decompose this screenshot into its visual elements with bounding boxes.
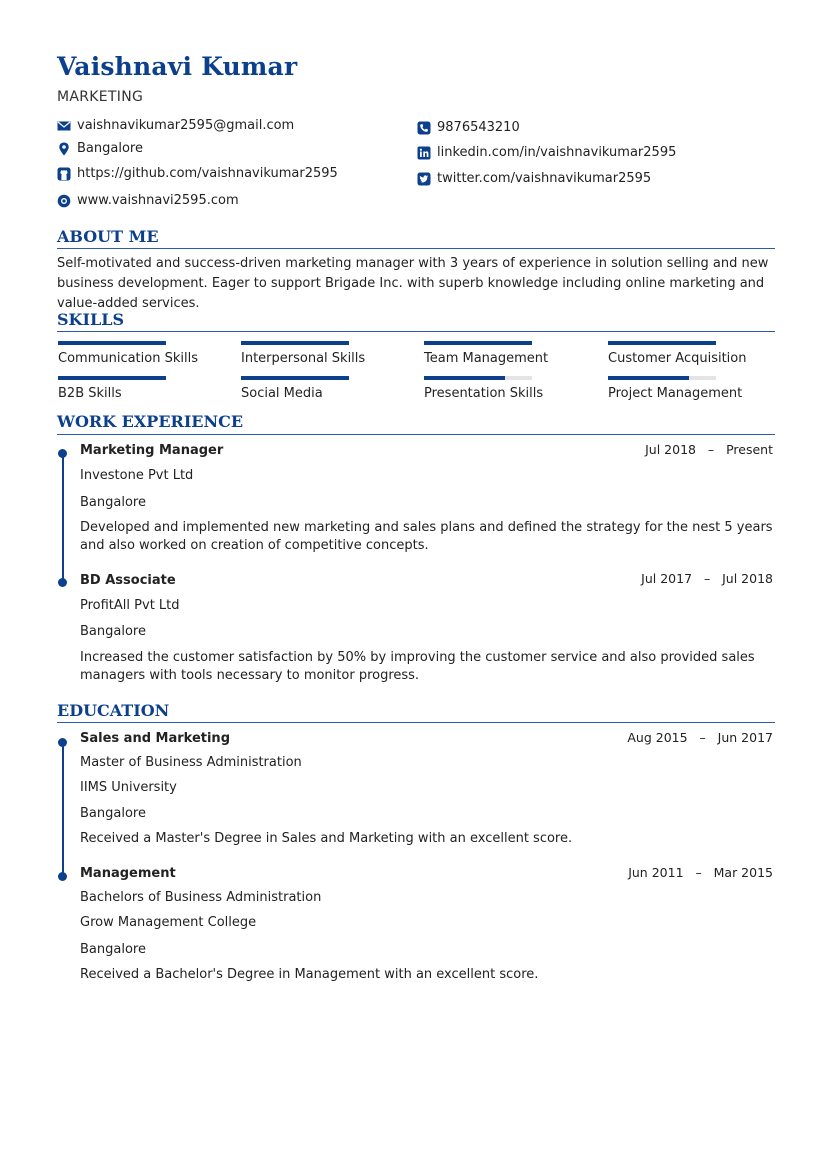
- email-icon: [57, 119, 71, 133]
- skill-level-fill: [424, 376, 505, 380]
- about-section-title: ABOUT ME: [57, 227, 159, 246]
- job-end-date: Jul 2018: [722, 571, 773, 586]
- education-divider: [57, 722, 775, 723]
- education-title: Sales and Marketing: [80, 731, 230, 746]
- skill-level-fill: [58, 341, 166, 345]
- skill-item: [608, 341, 773, 366]
- job-location: Bangalore: [80, 495, 146, 510]
- education-timeline: [62, 740, 64, 876]
- education-start-date: Jun 2011: [628, 865, 684, 880]
- timeline-dot: [58, 738, 67, 747]
- contact-website[interactable]: [57, 193, 239, 208]
- skill-label: Social Media: [241, 386, 323, 401]
- skill-item: [241, 341, 406, 366]
- globe-icon: [57, 194, 71, 208]
- timeline-dot: [58, 578, 67, 587]
- contact-github-text[interactable]: https://github.com/vaishnavikumar2595: [77, 166, 338, 181]
- contact-twitter-text[interactable]: twitter.com/vaishnavikumar2595: [437, 171, 652, 186]
- job-location: Bangalore: [80, 624, 146, 639]
- education-degree: Master of Business Administration: [80, 755, 302, 770]
- job-start-date: Jul 2018: [645, 442, 696, 457]
- job-description: Developed and implemented new marketing and sales plans and defined the strategy for the nest 5 years and also worked on creation of competitive concepts.: [80, 520, 773, 553]
- skill-level-track: [241, 341, 349, 345]
- skills-divider: [57, 331, 775, 332]
- contact-github[interactable]: [57, 166, 338, 181]
- work-section-title: WORK EXPERIENCE: [57, 412, 244, 431]
- education-start-date: Aug 2015: [627, 730, 688, 745]
- skill-item: [58, 376, 223, 401]
- twitter-icon: [417, 172, 431, 186]
- education-end-date: Mar 2015: [713, 865, 773, 880]
- about-text: Self-motivated and success-driven marketing manager with 3 years of experience in solution selling and new business development. Eager to support Brigade Inc. with superb knowledge including online marketing and value-added services.: [57, 256, 769, 311]
- candidate-role: MARKETING: [57, 89, 144, 105]
- job-dates: Jul 2018 – Present: [645, 442, 773, 457]
- skill-level-fill: [58, 376, 166, 380]
- about-divider: [57, 248, 775, 249]
- job-dates: Jul 2017 – Jul 2018: [641, 571, 773, 586]
- timeline-dot: [58, 872, 67, 881]
- skill-label: Team Management: [424, 351, 549, 366]
- skill-item: [241, 376, 406, 401]
- contact-phone[interactable]: [417, 120, 520, 135]
- skill-item: [58, 341, 223, 366]
- skills-section-title: SKILLS: [57, 310, 124, 329]
- location-pin-icon: [57, 142, 71, 156]
- contact-phone-text[interactable]: 9876543210: [437, 120, 520, 135]
- skill-label: Interpersonal Skills: [241, 351, 366, 366]
- skill-label: Presentation Skills: [424, 386, 544, 401]
- skill-label: B2B Skills: [58, 386, 122, 401]
- job-company: ProfitAll Pvt Ltd: [80, 598, 180, 613]
- skill-level-track: [58, 376, 166, 380]
- education-dates: Jun 2011 – Mar 2015: [628, 865, 773, 880]
- job-description: Increased the customer satisfaction by 50% by improving the customer service and also provided sales managers with tools necessary to monitor progress.: [80, 650, 755, 683]
- skill-label: Communication Skills: [58, 351, 198, 366]
- candidate-name: Vaishnavi Kumar: [57, 52, 298, 81]
- job-company: Investone Pvt Ltd: [80, 468, 194, 483]
- contact-website-text[interactable]: www.vaishnavi2595.com: [77, 193, 239, 208]
- skill-level-fill: [241, 376, 349, 380]
- skill-level-track: [424, 376, 532, 380]
- skill-level-track: [608, 376, 716, 380]
- phone-icon: [417, 121, 431, 135]
- contact-email-text[interactable]: vaishnavikumar2595@gmail.com: [77, 118, 295, 133]
- skill-level-track: [608, 341, 716, 345]
- contact-linkedin[interactable]: [417, 145, 676, 160]
- education-school: Grow Management College: [80, 915, 257, 930]
- education-end-date: Jun 2017: [717, 730, 773, 745]
- job-start-date: Jul 2017: [641, 571, 693, 586]
- education-description: Received a Bachelor's Degree in Management with an excellent score.: [80, 967, 539, 982]
- skill-label: Customer Acquisition: [608, 351, 747, 366]
- linkedin-icon: [417, 146, 431, 160]
- contact-location: [57, 141, 143, 156]
- github-icon: [57, 167, 71, 181]
- education-school: IIMS University: [80, 780, 177, 795]
- skill-level-track: [58, 341, 166, 345]
- skill-level-track: [424, 341, 532, 345]
- education-dates: Aug 2015 – Jun 2017: [627, 730, 773, 745]
- contact-email[interactable]: [57, 118, 294, 133]
- skill-level-fill: [241, 341, 349, 345]
- job-title: Marketing Manager: [80, 443, 224, 458]
- education-degree: Bachelors of Business Administration: [80, 890, 322, 905]
- contact-twitter[interactable]: [417, 171, 651, 186]
- skill-level-track: [241, 376, 349, 380]
- skill-item: [424, 341, 589, 366]
- skill-level-fill: [608, 376, 689, 380]
- education-title: Management: [80, 866, 176, 881]
- job-end-date: Present: [726, 442, 773, 457]
- contact-location-text: Bangalore: [77, 141, 143, 156]
- work-timeline: [62, 450, 64, 582]
- timeline-dot: [58, 449, 67, 458]
- work-divider: [57, 434, 775, 435]
- education-description: Received a Master's Degree in Sales and Marketing with an excellent score.: [80, 831, 573, 846]
- job-title: BD Associate: [80, 573, 176, 588]
- skill-item: [424, 376, 589, 401]
- contact-linkedin-text[interactable]: linkedin.com/in/vaishnavikumar2595: [437, 145, 677, 160]
- education-section-title: EDUCATION: [57, 701, 170, 720]
- education-location: Bangalore: [80, 806, 146, 821]
- skill-label: Project Management: [608, 386, 743, 401]
- skill-level-fill: [608, 341, 716, 345]
- skill-level-fill: [424, 341, 532, 345]
- education-location: Bangalore: [80, 942, 146, 957]
- skill-item: [608, 376, 773, 401]
